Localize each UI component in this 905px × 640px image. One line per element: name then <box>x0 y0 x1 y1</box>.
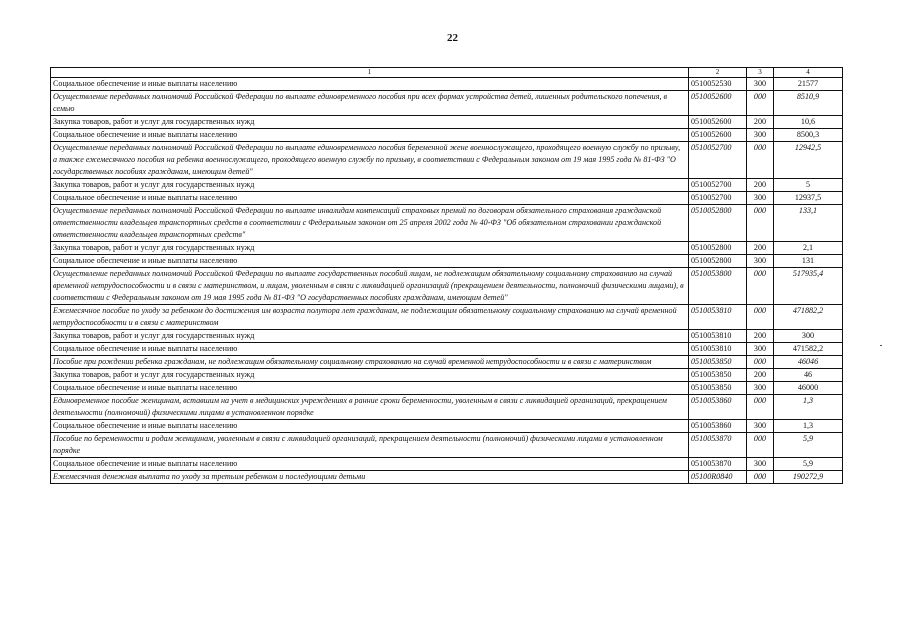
table-row <box>51 458 843 471</box>
row-amount-cell: 517935,4 <box>774 268 843 305</box>
table-row <box>51 91 843 116</box>
margin-mark <box>880 345 882 346</box>
table-row <box>51 471 843 484</box>
row-name-cell: Закупка товаров, работ и услуг для государственных нужд <box>51 116 689 129</box>
row-name-cell: Закупка товаров, работ и услуг для государственных нужд <box>51 369 689 382</box>
row-amount-cell: 2,1 <box>774 242 843 255</box>
row-code-cell: 0510053870 <box>689 458 747 471</box>
table-row <box>51 129 843 142</box>
table-row <box>51 305 843 330</box>
row-name-cell: Ежемесячное пособие по уходу за ребенком до достижения им возраста полутора лет гражданам, не подлежащим обязательному социальному страхованию на случай временной нетрудоспособности и в связи с материнством <box>51 305 689 330</box>
row-vr-cell: 000 <box>747 395 774 420</box>
table-row <box>51 116 843 129</box>
table-row <box>51 255 843 268</box>
row-name-cell: Социальное обеспечение и иные выплаты населению <box>51 420 689 433</box>
column-header-vr: 3 <box>747 68 774 78</box>
row-amount-cell: 5 <box>774 179 843 192</box>
row-code-cell: 0510052600 <box>689 91 747 116</box>
row-amount-cell: 471882,2 <box>774 305 843 330</box>
column-header-amount: 4 <box>774 68 843 78</box>
row-code-cell: 0510053850 <box>689 356 747 369</box>
table-header-row <box>51 68 843 78</box>
row-code-cell: 0510053850 <box>689 369 747 382</box>
row-name-cell: Осуществление переданных полномочий Российской Федерации по выплате инвалидам компенсаций страховых премий по договорам обязательного страхования гражданской ответственности владельцев транспортных средств в соответствии с Федеральным законом от 25 апреля 2002 года № 40-ФЗ "Об обязательном страховании гражданской ответственности владельцев транспортных средств" <box>51 205 689 242</box>
row-code-cell: 0510053850 <box>689 382 747 395</box>
table-row <box>51 205 843 242</box>
row-amount-cell: 190272,9 <box>774 471 843 484</box>
row-code-cell: 0510053860 <box>689 420 747 433</box>
row-vr-cell: 200 <box>747 330 774 343</box>
row-amount-cell: 5,9 <box>774 458 843 471</box>
row-name-cell: Социальное обеспечение и иные выплаты населению <box>51 192 689 205</box>
column-header-code: 2 <box>689 68 747 78</box>
row-vr-cell: 000 <box>747 305 774 330</box>
column-header-name: 1 <box>51 68 689 78</box>
row-code-cell: 0510052600 <box>689 129 747 142</box>
row-code-cell: 0510053860 <box>689 395 747 420</box>
row-vr-cell: 300 <box>747 382 774 395</box>
row-vr-cell: 000 <box>747 268 774 305</box>
table-row <box>51 395 843 420</box>
row-amount-cell: 1,3 <box>774 395 843 420</box>
row-code-cell: 0510053800 <box>689 268 747 305</box>
row-amount-cell: 5,9 <box>774 433 843 458</box>
row-name-cell: Социальное обеспечение и иные выплаты населению <box>51 129 689 142</box>
table-row <box>51 433 843 458</box>
row-vr-cell: 000 <box>747 91 774 116</box>
table-row <box>51 330 843 343</box>
table-row <box>51 343 843 356</box>
row-amount-cell: 12937,5 <box>774 192 843 205</box>
row-vr-cell: 300 <box>747 343 774 356</box>
row-vr-cell: 200 <box>747 242 774 255</box>
row-vr-cell: 200 <box>747 179 774 192</box>
row-name-cell: Осуществление переданных полномочий Российской Федерации по выплате единовременного пособия при всех формах устройства детей, лишенных родительского попечения, в семью <box>51 91 689 116</box>
table-row <box>51 78 843 91</box>
row-vr-cell: 000 <box>747 142 774 179</box>
row-amount-cell: 471582,2 <box>774 343 843 356</box>
row-vr-cell: 300 <box>747 129 774 142</box>
budget-table <box>50 67 843 484</box>
row-code-cell: 0510053810 <box>689 305 747 330</box>
row-name-cell: Пособие по беременности и родам женщинам, уволенным в связи с ликвидацией организаций, прекращением деятельности (полномочий) физическими лицами в установленном порядке <box>51 433 689 458</box>
table-body <box>51 78 843 484</box>
row-amount-cell: 46 <box>774 369 843 382</box>
table-row <box>51 142 843 179</box>
table-row <box>51 356 843 369</box>
table-row <box>51 382 843 395</box>
row-amount-cell: 131 <box>774 255 843 268</box>
row-amount-cell: 46046 <box>774 356 843 369</box>
row-vr-cell: 200 <box>747 116 774 129</box>
row-amount-cell: 133,1 <box>774 205 843 242</box>
row-amount-cell: 46000 <box>774 382 843 395</box>
row-name-cell: Закупка товаров, работ и услуг для государственных нужд <box>51 242 689 255</box>
table-row <box>51 192 843 205</box>
row-name-cell: Ежемесячная денежная выплата по уходу за третьим ребенком и последующими детьми <box>51 471 689 484</box>
row-code-cell: 0510052700 <box>689 142 747 179</box>
row-name-cell: Социальное обеспечение и иные выплаты населению <box>51 458 689 471</box>
row-name-cell: Закупка товаров, работ и услуг для государственных нужд <box>51 330 689 343</box>
row-vr-cell: 300 <box>747 192 774 205</box>
row-name-cell: Социальное обеспечение и иные выплаты населению <box>51 78 689 91</box>
row-code-cell: 0510052800 <box>689 255 747 268</box>
row-name-cell: Пособие при рождении ребенка гражданам, не подлежащим обязательному социальному страхованию на случай временной нетрудоспособности и в связи с материнством <box>51 356 689 369</box>
row-name-cell: Единовременное пособие женщинам, вставшим на учет в медицинских учреждениях в ранние сроки беременности, уволенным в связи с ликвидацией организаций, прекращением деятельности (полномочий) физическими лицами в установленном порядке <box>51 395 689 420</box>
row-vr-cell: 300 <box>747 420 774 433</box>
row-name-cell: Осуществление переданных полномочий Российской Федерации по выплате единовременного пособия беременной жене военнослужащего, проходящего военную службу по призыву, а также ежемесячного пособия на ребенка военнослужащего, проходящего военную службу по призыву, в соответствии с Федеральным законом от 19 мая 1995 года № 81-ФЗ "О государственных пособиях гражданам, имеющим детей" <box>51 142 689 179</box>
row-code-cell: 0510053870 <box>689 433 747 458</box>
row-amount-cell: 1,3 <box>774 420 843 433</box>
row-code-cell: 0510053810 <box>689 330 747 343</box>
row-vr-cell: 000 <box>747 356 774 369</box>
row-amount-cell: 8510,9 <box>774 91 843 116</box>
row-code-cell: 0510052700 <box>689 179 747 192</box>
row-amount-cell: 300 <box>774 330 843 343</box>
table-row <box>51 179 843 192</box>
table-row <box>51 242 843 255</box>
row-vr-cell: 000 <box>747 471 774 484</box>
row-amount-cell: 21577 <box>774 78 843 91</box>
row-vr-cell: 300 <box>747 78 774 91</box>
row-amount-cell: 12942,5 <box>774 142 843 179</box>
row-code-cell: 0510052800 <box>689 242 747 255</box>
row-code-cell: 0510052700 <box>689 192 747 205</box>
row-code-cell: 05100R0840 <box>689 471 747 484</box>
table-row <box>51 420 843 433</box>
row-amount-cell: 10,6 <box>774 116 843 129</box>
row-name-cell: Социальное обеспечение и иные выплаты населению <box>51 382 689 395</box>
table-row <box>51 268 843 305</box>
row-name-cell: Закупка товаров, работ и услуг для государственных нужд <box>51 179 689 192</box>
row-name-cell: Осуществление переданных полномочий Российской Федерации по выплате государственных пособий лицам, не подлежащим обязательному социальному страхованию на случай временной нетрудоспособности и в связи с материнством, и лицам, уволенным в связи с ликвидацией организаций (прекращением деятельности, полномочий физическими лицами), в соответствии с Федеральным законом от 19 мая 1995 года № 81-ФЗ "О государственных пособиях гражданам, имеющим детей" <box>51 268 689 305</box>
row-vr-cell: 300 <box>747 458 774 471</box>
row-code-cell: 0510053810 <box>689 343 747 356</box>
row-vr-cell: 300 <box>747 255 774 268</box>
row-vr-cell: 200 <box>747 369 774 382</box>
row-vr-cell: 000 <box>747 205 774 242</box>
row-name-cell: Социальное обеспечение и иные выплаты населению <box>51 343 689 356</box>
row-amount-cell: 8500,3 <box>774 129 843 142</box>
page-number: 22 <box>447 32 458 44</box>
row-code-cell: 0510052530 <box>689 78 747 91</box>
row-code-cell: 0510052800 <box>689 205 747 242</box>
row-code-cell: 0510052600 <box>689 116 747 129</box>
table-row <box>51 369 843 382</box>
row-name-cell: Социальное обеспечение и иные выплаты населению <box>51 255 689 268</box>
row-vr-cell: 000 <box>747 433 774 458</box>
